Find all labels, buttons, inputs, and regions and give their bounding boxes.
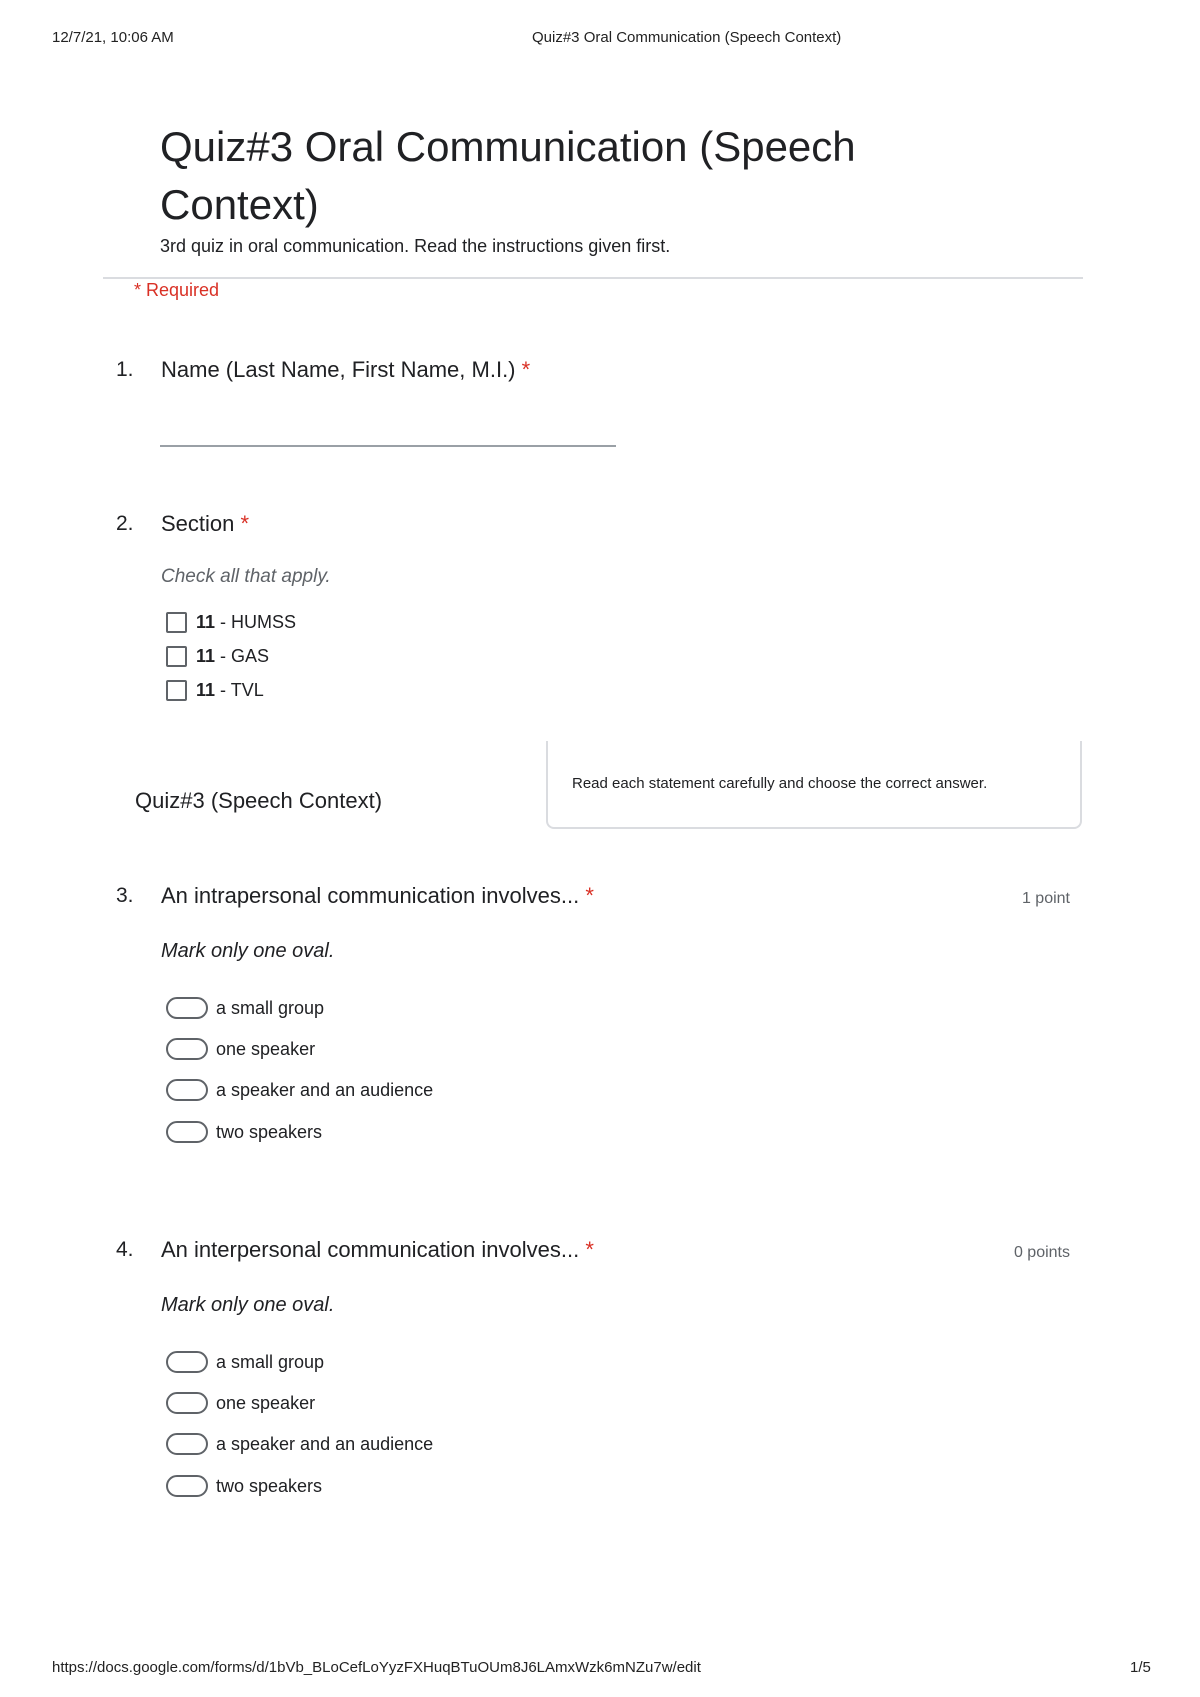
radio-option[interactable] xyxy=(166,1431,433,1457)
radio-hint: Mark only one oval. xyxy=(161,940,335,962)
points-label: 0 points xyxy=(1013,1244,1070,1261)
radio-oval[interactable] xyxy=(166,1121,208,1143)
section-description: Read each statement carefully and choose the correct answer. xyxy=(572,775,988,792)
question-title-text: Section xyxy=(161,511,235,536)
required-asterisk: * xyxy=(521,357,531,382)
print-datetime: 12/7/21, 10:06 AM xyxy=(52,29,174,46)
checkbox[interactable] xyxy=(166,680,187,701)
option-label: a speaker and an audience xyxy=(216,1079,434,1100)
checkbox[interactable] xyxy=(166,612,187,633)
question-title xyxy=(161,883,594,909)
section-description-box xyxy=(546,741,1082,829)
radio-option[interactable] xyxy=(166,1390,315,1416)
checkbox-option-tvl[interactable] xyxy=(166,677,264,703)
form-description: 3rd quiz in oral communication. Read the instructions given first. xyxy=(160,236,671,256)
header-divider xyxy=(103,277,1083,279)
question-title-text: An intrapersonal communication involves... xyxy=(161,883,580,908)
question-title xyxy=(161,357,530,383)
question-number: 3. xyxy=(116,884,134,907)
required-asterisk: * xyxy=(585,1237,594,1262)
option-label: 11 - GAS xyxy=(196,645,270,666)
name-input[interactable] xyxy=(160,445,616,447)
radio-oval[interactable] xyxy=(166,1392,208,1414)
radio-oval[interactable] xyxy=(166,1433,208,1455)
radio-option[interactable] xyxy=(166,1349,324,1375)
print-doc-title: Quiz#3 Oral Communication (Speech Context) xyxy=(532,29,842,46)
print-url: https://docs.google.com/forms/d/1bVb_BLoCefLoYyzFXHuqBTuOUm8J6LAmxWzk6mNZu7w/edit xyxy=(52,1659,701,1676)
section-title: Quiz#3 (Speech Context) xyxy=(135,788,383,813)
option-label: one speaker xyxy=(216,1392,316,1413)
radio-option[interactable] xyxy=(166,1473,322,1499)
points-label: 1 point xyxy=(1021,890,1070,907)
radio-oval[interactable] xyxy=(166,1079,208,1101)
question-title xyxy=(161,511,249,537)
option-label: one speaker xyxy=(216,1038,316,1059)
checkbox-option-gas[interactable] xyxy=(166,643,269,669)
required-note: * Required xyxy=(134,280,220,300)
option-label: a small group xyxy=(216,997,325,1018)
radio-oval[interactable] xyxy=(166,1475,208,1497)
required-asterisk: * xyxy=(585,883,594,908)
checkbox-hint: Check all that apply. xyxy=(161,566,331,587)
option-label: 11 - HUMSS xyxy=(196,611,297,632)
question-number: 2. xyxy=(116,512,134,535)
checkbox-option-humss[interactable] xyxy=(166,609,296,635)
page-number: 1/5 xyxy=(1130,1659,1151,1676)
form-title: Quiz#3 Oral Communication (Speech Context) xyxy=(160,123,856,228)
option-label: a speaker and an audience xyxy=(216,1433,434,1454)
option-label: two speakers xyxy=(216,1475,323,1496)
question-title xyxy=(161,1237,594,1263)
question-title-text: An interpersonal communication involves... xyxy=(161,1237,580,1262)
question-number: 1. xyxy=(116,358,134,381)
radio-option[interactable] xyxy=(166,1077,433,1103)
radio-oval[interactable] xyxy=(166,997,208,1019)
radio-option[interactable] xyxy=(166,1036,315,1062)
option-label: a small group xyxy=(216,1351,325,1372)
radio-oval[interactable] xyxy=(166,1038,208,1060)
option-label: two speakers xyxy=(216,1121,323,1142)
radio-option[interactable] xyxy=(166,1119,322,1145)
question-number: 4. xyxy=(116,1238,134,1261)
option-label: 11 - TVL xyxy=(196,679,264,700)
radio-hint: Mark only one oval. xyxy=(161,1294,335,1316)
radio-oval[interactable] xyxy=(166,1351,208,1373)
radio-option[interactable] xyxy=(166,995,324,1021)
question-title-text: Name (Last Name, First Name, M.I.) xyxy=(161,357,516,382)
checkbox[interactable] xyxy=(166,646,187,667)
required-asterisk: * xyxy=(240,511,250,536)
